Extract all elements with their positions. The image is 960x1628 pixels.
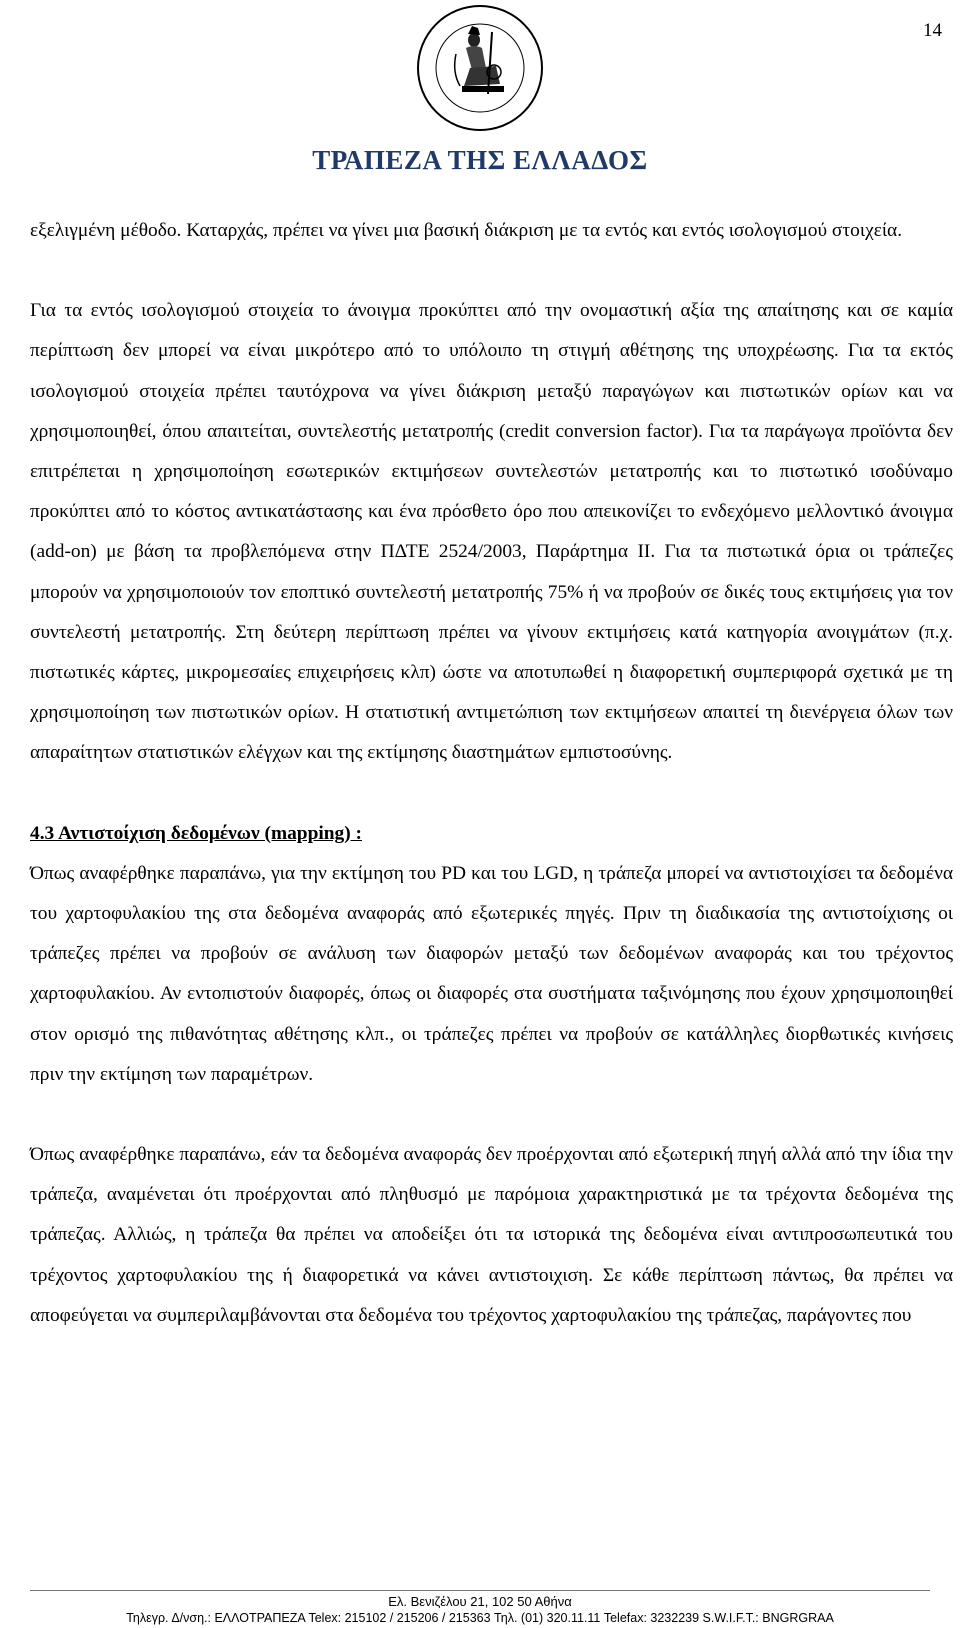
footer-address: Ελ. Βενιζέλου 21, 102 50 Αθήνα bbox=[388, 1594, 572, 1609]
footer-divider bbox=[30, 1590, 930, 1591]
footer-contacts: Τηλεγρ. Δ/νση.: ΕΛΛΟΤΡΑΠΕΖΑ Telex: 215102 / 215206 / 215363 Τηλ. (01) 320.11.11 Telefax: 3232239 S.W.I.F.T.: BNGRGRAA bbox=[126, 1611, 834, 1625]
paragraph-internal-data: Όπως αναφέρθηκε παραπάνω, εάν τα δεδομένα αναφοράς δεν προέρχονται από εξωτερική πηγή αλλά από την ίδια την τράπεζα, αναμένεται ότι προέρχονται από πληθυσμό με παρόμοια χαρακτηριστικά με τα τρέχοντα δεδομένα της τράπεζας. Αλλιώς, η τράπεζα θα πρέπει να αποδείξει ότι τα ιστορικά της δεδομένα είναι αντιπροσωπευτικά του τρέχοντος χαρτοφυλακίου της ή διαφορετικά να κάνει αντιστοιχιση. Σε κάθε περίπτωση πάντως, θα πρέπει να αποφεύγεται να συμπεριλαμβάνονται στα δεδομένα του τρέχοντος χαρτοφυλακίου της τράπεζας, παράγοντες που bbox=[30, 1144, 953, 1326]
paragraph-mapping: Όπως αναφέρθηκε παραπάνω, για την εκτίμηση του PD και του LGD, η τράπεζα μπορεί να αντιστοιχίσει τα δεδομένα του χαρτοφυλακίου της στα δεδομένα αναφοράς από εξωτερικές πηγές. Πριν τη διαδικασία της αντιστοίχισης οι τράπεζες πρέπει να προβούν σε ανάλυση των διαφορών μεταξύ των δεδομένων αναφοράς και του τρέχοντος χαρτοφυλακίου. Αν εντοπιστούν διαφορές, όπως οι διαφορές στα συστήματα ταξινόμησης που έχουν χρησιμοποιηθεί στον ορισμό της πιθανότητας αθέτησης κλπ., οι τράπεζες πρέπει να προβούν σε κατάλληλες διορθωτικές κινήσεις πριν την εκτίμηση των παραμέτρων. bbox=[30, 862, 953, 1085]
paragraph-intro: εξελιγμένη μέθοδο. Καταρχάς, πρέπει να γίνει μια βασική διάκριση με τα εντός και εντός ισολογισμού στοιχεία. bbox=[30, 220, 903, 241]
page-number: 14 bbox=[923, 20, 942, 41]
athena-seal-icon bbox=[412, 2, 548, 134]
bank-seal-logo bbox=[412, 2, 548, 134]
document-body bbox=[30, 211, 953, 1336]
bank-name-heading: ΤΡΑΠΕΖΑ ΤΗΣ ΕΛΛΑΔΟΣ bbox=[312, 145, 648, 175]
section-heading-mapping: 4.3 Αντιστοίχιση δεδομένων (mapping) : bbox=[30, 822, 362, 844]
paragraph-exposure: Για τα εντός ισολογισμού στοιχεία το άνοιγμα προκύπτει από την ονομαστική αξία της απαίτησης και σε καμία περίπτωση δεν μπορεί να είναι μικρότερο από το υπόλοιπο τη στιγμή αθέτησης της υποχρέωσης. Για τα εκτός ισολογισμού στοιχεία πρέπει ταυτόχρονα να γίνει διάκριση μεταξύ παραγώγων και πιστωτικών ορίων και να χρησιμοποιηθεί, όπου απαιτείται, συντελεστής μετατροπής (credit conversion factor). Για τα παράγωγα προϊόντα δεν επιτρέπεται η χρησιμοποίηση εσωτερικών εκτιμήσεων συντελεστών μετατροπής και το πιστωτικό ισοδύναμο προκύπτει από το κόστος αντικατάστασης και ένα πρόσθετο όρο που απεικονίζει το ενδεχόμενο μελλοντικό άνοιγμα (add-on) με βάση τα προβλεπόμενα στην ΠΔΤΕ 2524/2003, Παράρτημα ΙΙ. Για τα πιστωτικά όρια οι τράπεζες μπορούν να χρησιμοποιούν τον εποπτικό συντελεστή μετατροπής 75% ή να προβούν σε δικές τους εκτιμήσεις για τον συντελεστή μετατροπής. Στη δεύτερη περίπτωση πρέπει να γίνουν εκτιμήσεις κατά κατηγορία ανοιγμάτων (π.χ. πιστωτικές κάρτες, μικρομεσαίες επιχειρήσεις κλπ) ώστε να αποτυπωθεί η διαφορετική συμπεριφορά σχετικά με τη χρησιμοποίηση των πιστωτικών ορίων. Η στατιστική αντιμετώπιση των εκτιμήσεων απαιτεί τη διενέργεια όλων των απαραίτητων στατιστικών ελέγχων και της εκτίμησης διαστημάτων εμπιστοσύνης. bbox=[30, 300, 953, 764]
